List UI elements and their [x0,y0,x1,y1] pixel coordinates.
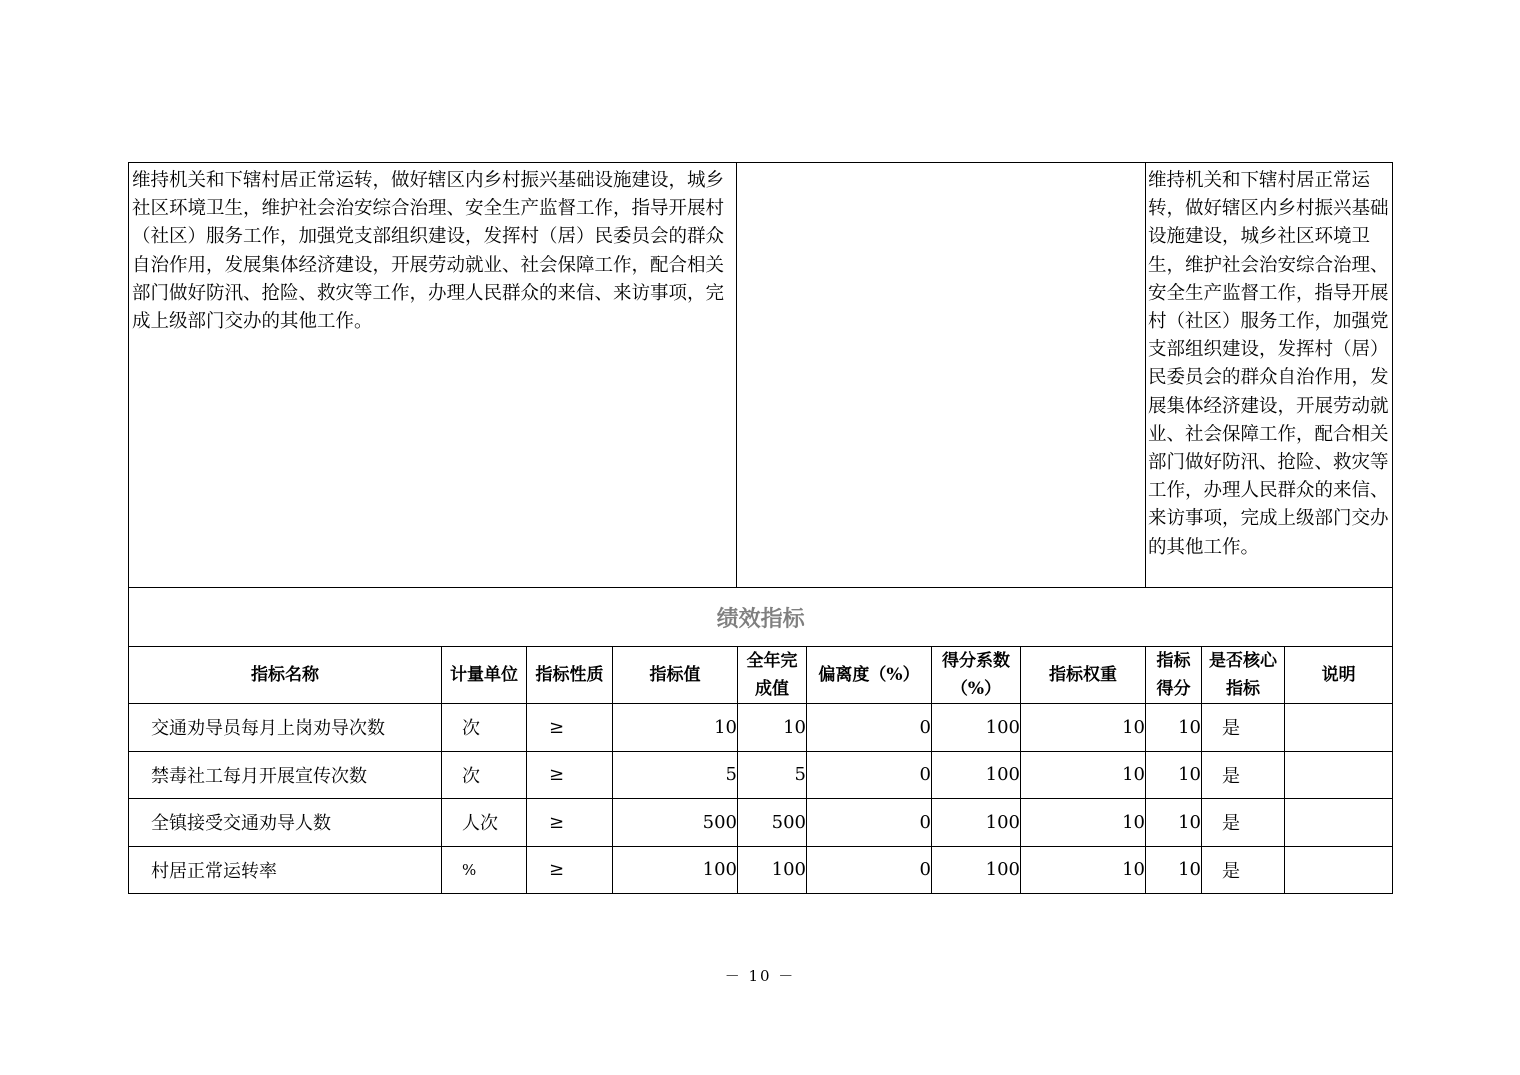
row-name: 交通劝导员每月上岗劝导次数 [129,704,442,752]
row-core: 是 [1202,799,1285,847]
table-row [129,751,1393,799]
row-core: 是 [1202,846,1285,894]
row-coef: 100 [932,799,1021,847]
row-nature: ≥ [527,799,613,847]
row-note [1285,846,1393,894]
row-score: 10 [1146,751,1202,799]
header-score [1146,647,1202,704]
header-core-line1: 是否核心 [1209,651,1277,671]
goal-left-text: 维持机关和下辖村居正常运转，做好辖区内乡村振兴基础设施建设，城乡社区环境卫生，维护社会治安综合治理、安全生产监督工作，指导开展村（社区）服务工作，加强党支部组织建设，发挥村（居）民委员会的群众自治作用，发展集体经济建设，开展劳动就业、社会保障工作，配合相关部门做好防汛、抢险、救灾等工作，办理人民群众的来信、来访事项，完成上级部门交办的其他工作。 [132,170,725,333]
row-note [1285,704,1393,752]
row-score: 10 [1146,704,1202,752]
header-completed-line1: 全年完 [746,651,798,671]
header-note: 说明 [1285,647,1393,704]
row-coef: 100 [932,846,1021,894]
row-nature: ≥ [527,751,613,799]
row-name: 村居正常运转率 [129,846,442,894]
row-value: 100 [613,846,738,894]
table-row [129,704,1393,752]
header-name: 指标名称 [129,647,442,704]
header-core [1202,647,1285,704]
row-deviation: 0 [807,799,932,847]
row-completed: 500 [738,799,807,847]
row-completed: 100 [738,846,807,894]
header-completed [738,647,807,704]
performance-table [128,587,1393,894]
row-core: 是 [1202,704,1285,752]
performance-title: 绩效指标 [129,588,1393,647]
row-weight: 10 [1021,751,1146,799]
header-score-line2: 得分 [1156,679,1191,699]
row-coef: 100 [932,704,1021,752]
row-weight: 10 [1021,799,1146,847]
page-number: － 10 － [724,967,796,985]
row-coef: 100 [932,751,1021,799]
goal-right-cell [1146,163,1393,588]
row-value: 500 [613,799,738,847]
row-nature: ≥ [527,704,613,752]
row-deviation: 0 [807,846,932,894]
goal-right-text: 维持机关和下辖村居正常运转，做好辖区内乡村振兴基础设施建设，城乡社区环境卫生，维护社会治安综合治理、安全生产监督工作，指导开展村（社区）服务工作，加强党支部组织建设，发挥村（居）民委员会的群众自治作用，发展集体经济建设，开展劳动就业、社会保障工作，配合相关部门做好防汛、抢险、救灾等工作，办理人民群众的来信、来访事项，完成上级部门交办的其他工作。 [1148,170,1389,558]
header-coef [932,647,1021,704]
row-completed: 10 [738,704,807,752]
header-completed-line2: 成值 [755,679,789,699]
row-value: 10 [613,704,738,752]
row-unit: 人次 [442,799,527,847]
row-completed: 5 [738,751,807,799]
header-value: 指标值 [613,647,738,704]
row-unit: 次 [442,751,527,799]
row-name: 禁毒社工每月开展宣传次数 [129,751,442,799]
goal-middle-text [737,163,1145,167]
row-weight: 10 [1021,704,1146,752]
row-note [1285,799,1393,847]
header-score-line1: 指标 [1156,651,1191,671]
performance-header-row [129,647,1393,704]
header-coef-line1: 得分系数 [942,651,1010,671]
row-score: 10 [1146,846,1202,894]
row-core: 是 [1202,751,1285,799]
row-score: 10 [1146,799,1202,847]
header-unit: 计量单位 [442,647,527,704]
row-value: 5 [613,751,738,799]
header-coef-line2: （%） [950,679,1002,699]
header-deviation: 偏离度（%） [807,647,932,704]
row-name: 全镇接受交通劝导人数 [129,799,442,847]
row-deviation: 0 [807,704,932,752]
goal-left-cell [129,163,737,588]
table-row [129,799,1393,847]
row-weight: 10 [1021,846,1146,894]
header-nature: 指标性质 [527,647,613,704]
row-unit: % [442,846,527,894]
row-note [1285,751,1393,799]
goal-table [128,162,1393,588]
row-unit: 次 [442,704,527,752]
row-deviation: 0 [807,751,932,799]
row-nature: ≥ [527,846,613,894]
goal-middle-cell [737,163,1146,588]
table-row [129,846,1393,894]
header-core-line2: 指标 [1226,679,1260,699]
header-weight: 指标权重 [1021,647,1146,704]
